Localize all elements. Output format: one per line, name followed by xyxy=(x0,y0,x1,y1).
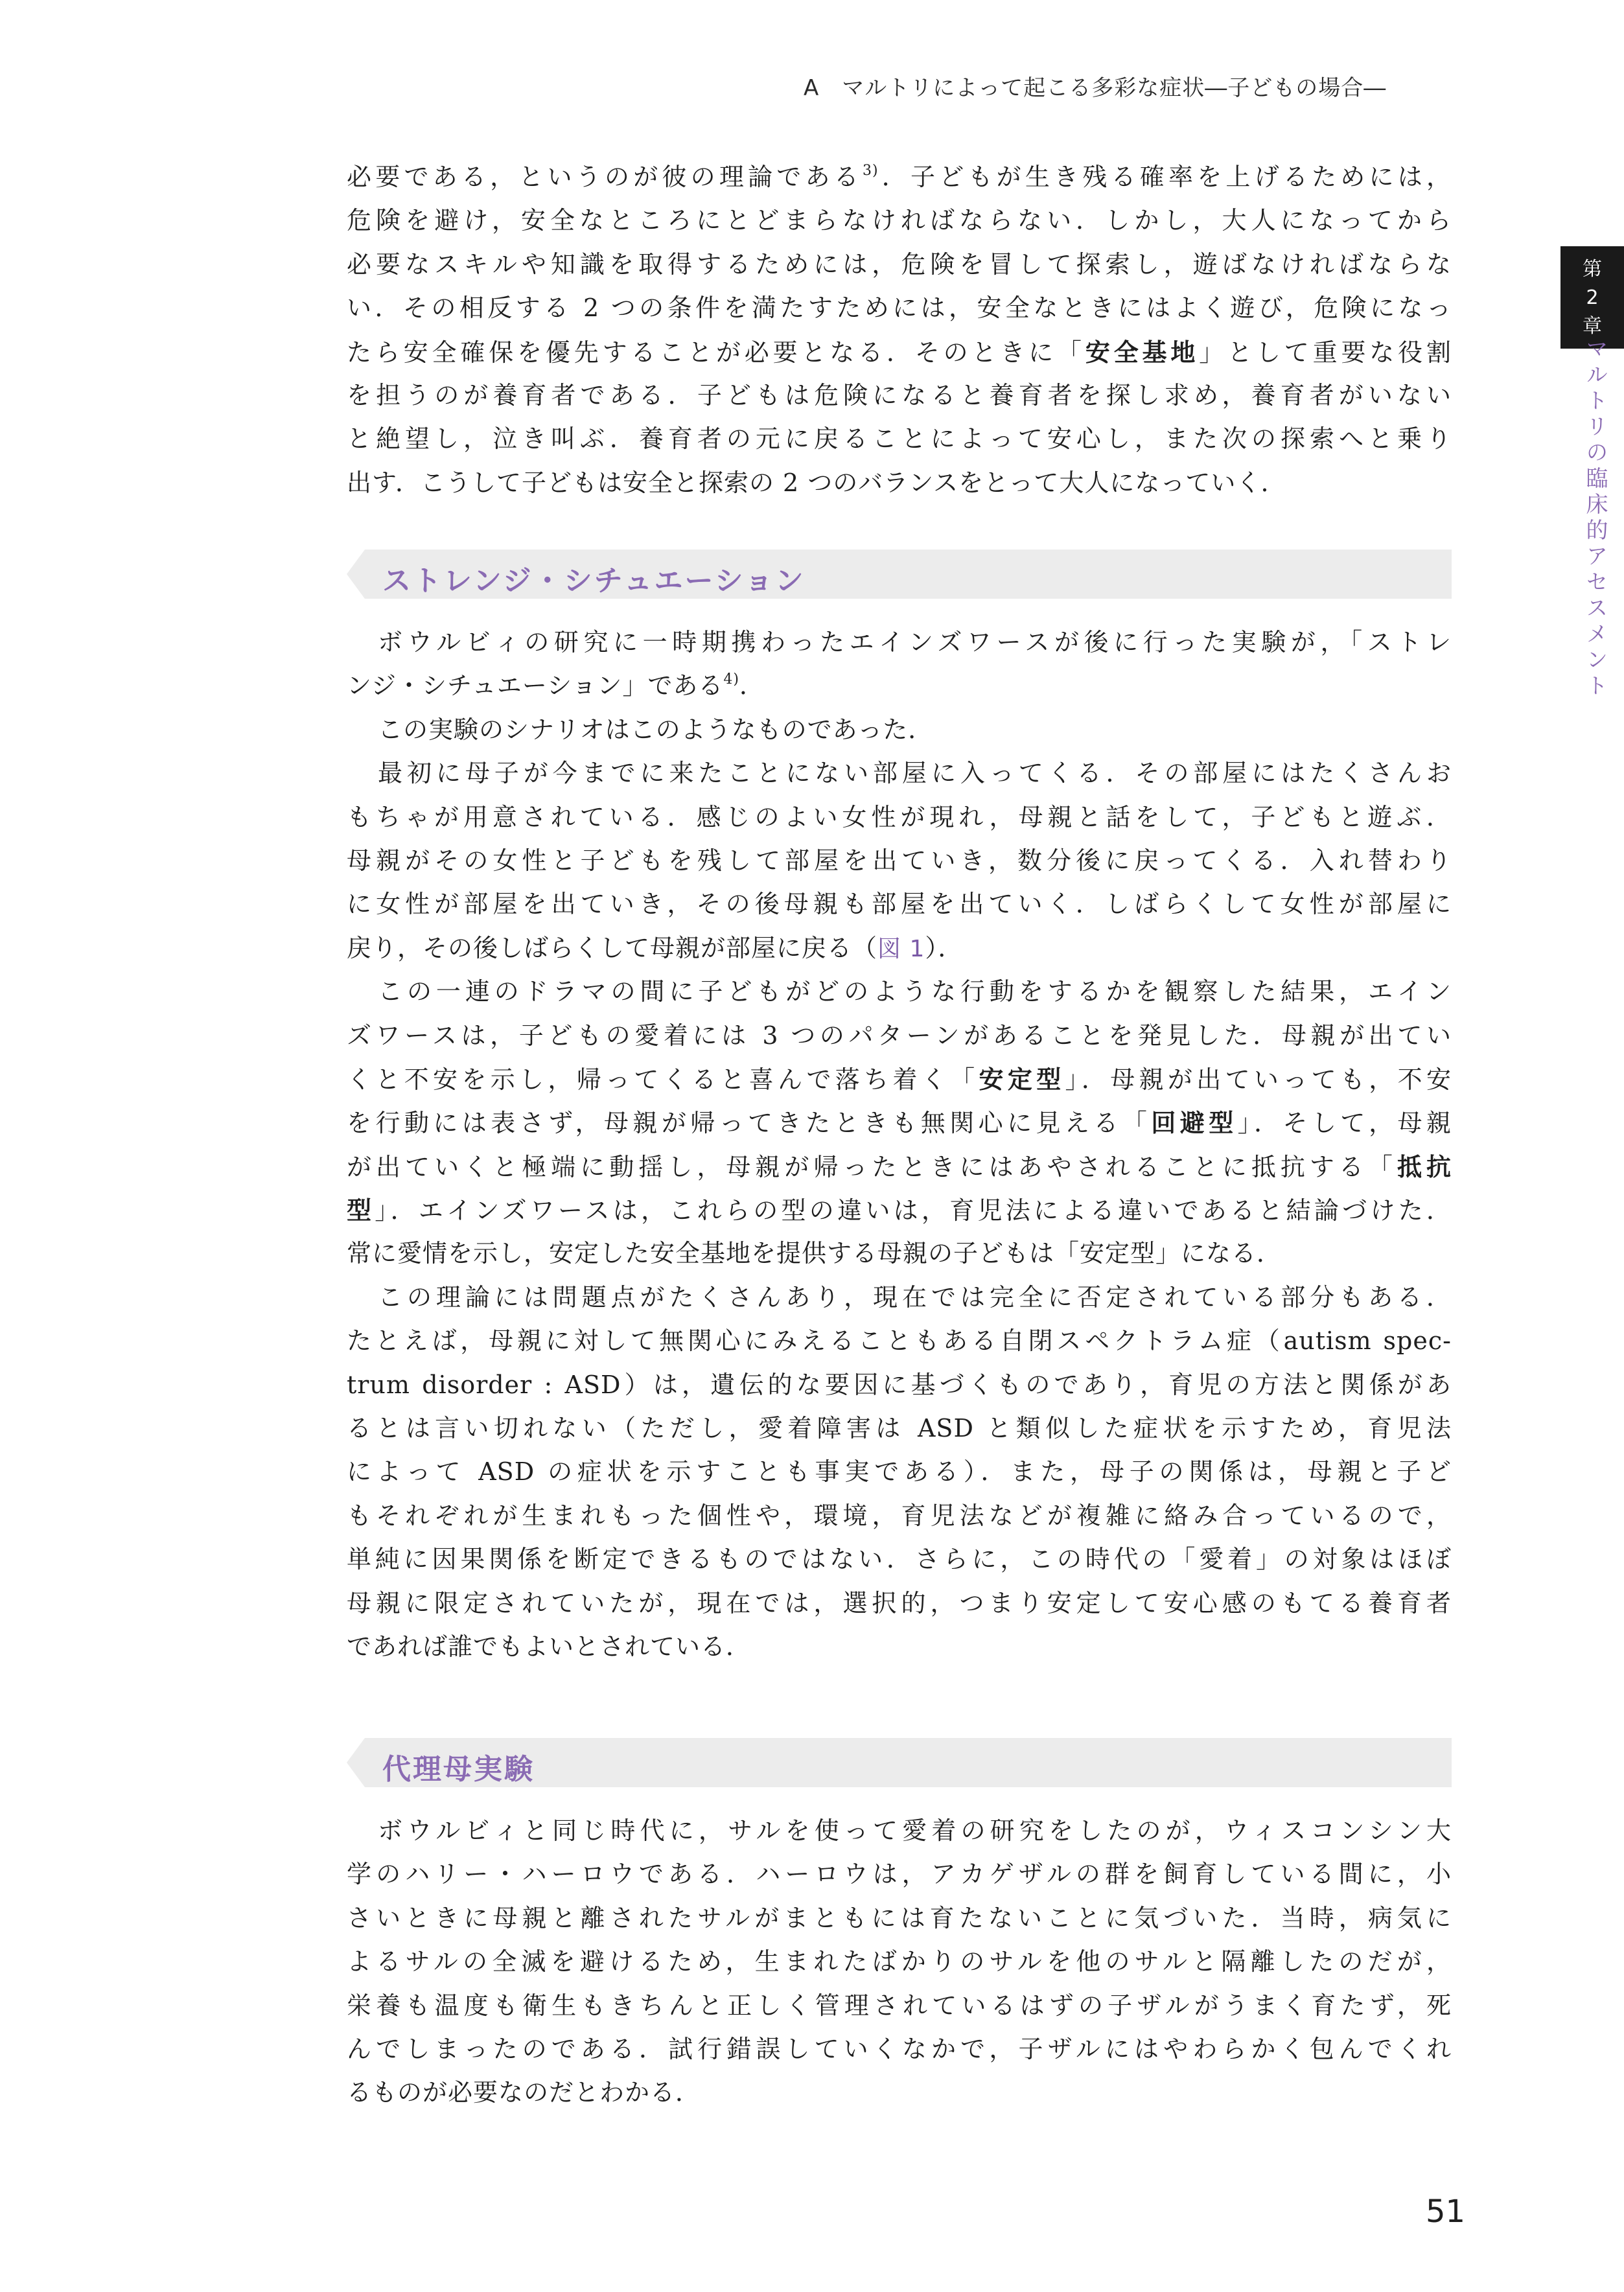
text-line: 単純に因果関係を断定できるものではない．さらに，この時代の「愛着」の対象はほぼ xyxy=(347,1545,1452,1574)
text-line: んでしまったのである．試行錯誤していくなかで，子ザルにはやわらかく包んでくれ xyxy=(347,2034,1452,2063)
text-line: 最初に母子が今までに来たことにない部屋に入ってくる．その部屋にはたくさんお xyxy=(378,759,1452,788)
section-strange-situation-body xyxy=(347,621,1452,1669)
citation-ref: 4) xyxy=(723,671,739,688)
text-line: ズワースは，子どもの愛着には 3 つのパターンがあることを発見した．母親が出てい xyxy=(347,1021,1452,1050)
text-line: この理論には問題点がたくさんあり，現在では完全に否定されている部分もある． xyxy=(378,1282,1452,1312)
section-heading-surrogate-mother xyxy=(347,1738,1452,1787)
text-line: この一連のドラマの間に子どもがどのような行動をするかを観察した結果，エイン xyxy=(378,977,1452,1006)
running-header: A マルトリによって起こる多彩な症状―子どもの場合― xyxy=(804,75,1387,101)
chapter-tab-number: 2 xyxy=(1586,286,1599,309)
text-line: よるサルの全滅を避けるため，生まれたばかりのサルを他のサルと隔離したのだが， xyxy=(347,1947,1452,1976)
text-line: 戻り，その後しばらくして母親が部屋に戻る（図 1）． xyxy=(347,933,964,962)
text-line: もちゃが用意されている．感じのよい女性が現れ，母親と話をして，子どもと遊ぶ． xyxy=(347,802,1452,831)
text-line: 常に愛情を示し，安定した安全基地を提供する母親の子どもは「安定型」になる． xyxy=(347,1239,1282,1268)
paragraph-attachment-theory xyxy=(347,156,1452,505)
text-line: さいときに母親と離されたサルがまともには育たないことに気づいた．当時，病気に xyxy=(347,1903,1452,1932)
section-surrogate-mother-body xyxy=(347,1809,1452,2115)
chapter-tab-kanji-dai: 第 xyxy=(1583,258,1602,281)
text-line: この実験のシナリオはこのようなものであった． xyxy=(378,715,934,744)
text-line: もそれぞれが生まれもった個性や，環境，育児法などが複雑に絡み合っているので， xyxy=(347,1501,1452,1530)
text-line: ンジ・シチュエーション」である$^{4)}$． xyxy=(347,671,765,700)
text-line: 母親に限定されていたが，現在では，選択的，つまり安定して安心感のもてる養育者 xyxy=(347,1588,1452,1617)
text-line: によって ASD の症状を示すことも事実である）．また，母子の関係は，母親と子ど xyxy=(347,1457,1452,1487)
text-line: 学のハリー・ハーロウである．ハーロウは，アカゲザルの群を飼育している間に，小 xyxy=(347,1860,1452,1889)
term-resistant-type-cont: 型 xyxy=(347,1196,375,1225)
text-line: るものが必要なのだとわかる． xyxy=(347,2078,701,2107)
chapter-tab-kanji-sho: 章 xyxy=(1583,315,1602,338)
text-line: を行動には表さず，母親が帰ってきたときも無関心に見える「回避型」．そして，母親 xyxy=(347,1108,1452,1138)
text-line: 出す．こうして子どもは安全と探索の 2 つのバランスをとって大人になっていく． xyxy=(347,468,1286,497)
page-number: 51 xyxy=(1426,2194,1466,2230)
term-resistant-type: 抵抗 xyxy=(1397,1152,1452,1181)
term-avoidant-type: 回避型 xyxy=(1151,1108,1238,1138)
text-line: 必要である，というのが彼の理論である$^{3)}$．子どもが生き残る確率を上げるためには， xyxy=(347,163,1452,191)
chapter-tab xyxy=(1560,246,1624,349)
figure-reference-link[interactable]: 図 1 xyxy=(877,935,925,962)
section-heading-text: 代理母実験 xyxy=(382,1753,535,1786)
text-line: るとは言い切れない（ただし，愛着障害は ASD と類似した症状を示すため，育児法 xyxy=(347,1414,1452,1443)
text-line: 栄養も温度も衛生もきちんと正しく管理されているはずの子ザルがうまく育たず，死 xyxy=(347,1991,1452,2020)
term-secure-base: 安全基地 xyxy=(1085,337,1200,367)
text-line: と絶望し，泣き叫ぶ．養育者の元に戻ることによって安心し，また次の探索へと乗り xyxy=(347,424,1452,454)
text-line: を担うのが養育者である．子どもは危険になると養育者を探し求め，養育者がいない xyxy=(347,380,1452,410)
section-heading-strange-situation xyxy=(347,550,1452,599)
text-line: 必要なスキルや知識を取得するためには，危険を冒して探索し，遊ばなければならな xyxy=(347,249,1452,279)
text-line: い．その相反する 2 つの条件を満たすためには，安全なときにはよく遊び，危険になっ xyxy=(347,294,1452,323)
text-line: ボウルビィの研究に一時期携わったエインズワースが後に行った実験が，「ストレ xyxy=(378,628,1452,656)
text-line: たとえば，母親に対して無関心にみえることもある自閉スペクトラム症（autism spec- xyxy=(347,1326,1452,1356)
text-line: 型」．エインズワースは，これらの型の違いは，育児法による違いであると結論づけた． xyxy=(347,1196,1452,1225)
text-line: 危険を避け，安全なところにとどまらなければならない．しかし，大人になってから xyxy=(347,206,1452,235)
text-line: ボウルビィと同じ時代に，サルを使って愛着の研究をしたのが，ウィスコンシン大 xyxy=(378,1816,1452,1845)
text-line: くと不安を示し，帰ってくると喜んで落ち着く「安定型」．母親が出ていっても，不安 xyxy=(347,1064,1452,1094)
text-line: であれば誰でもよいとされている． xyxy=(347,1632,752,1661)
term-secure-type: 安定型 xyxy=(979,1064,1065,1094)
section-heading-text: ストレンジ・シチュエーション xyxy=(382,564,806,597)
text-line: が出ていくと極端に動揺し，母親が帰ったときにはあやされることに抵抗する「抵抗 xyxy=(347,1152,1452,1181)
chapter-side-title: マルトリの臨床的アセスメント xyxy=(1582,337,1608,700)
text-line: に女性が部屋を出ていき，その後母親も部屋を出ていく．しばらくして女性が部屋に xyxy=(347,890,1452,919)
text-line: 母親がその女性と子どもを残して部屋を出ていき，数分後に戻ってくる．入れ替わり xyxy=(347,846,1452,875)
citation-ref: 3) xyxy=(862,163,879,179)
text-line: trum disorder : ASD）は，遺伝的な要因に基づくものであり，育児の方法と関係があ xyxy=(347,1370,1452,1399)
text-line: たら安全確保を優先することが必要となる．そのときに「安全基地」として重要な役割 xyxy=(347,337,1452,367)
